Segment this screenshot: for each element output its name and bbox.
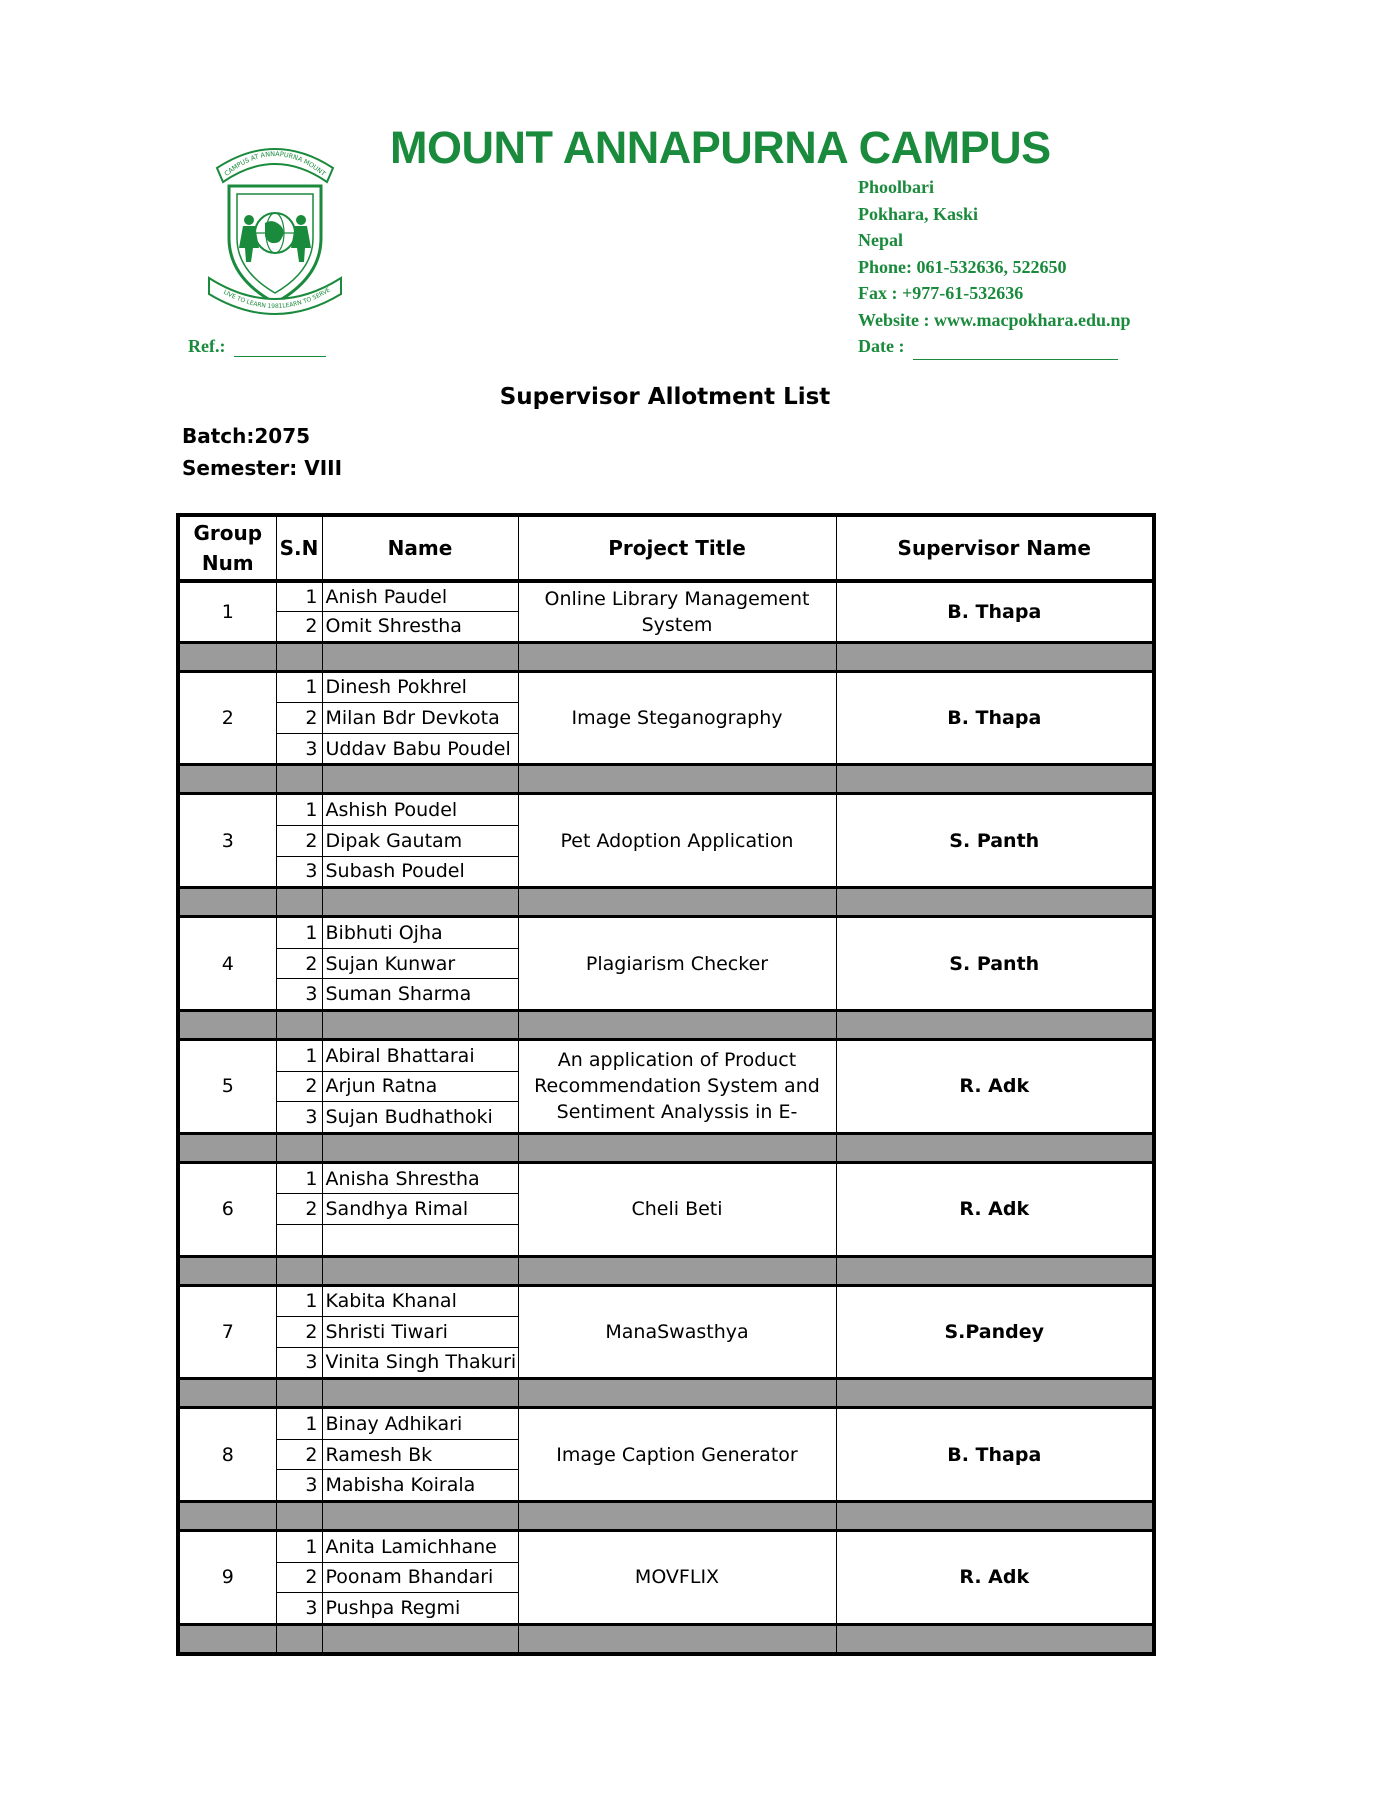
group-number: 3 [178,794,276,888]
separator-cell [322,1256,518,1285]
supervisor-name: R. Adk [836,1039,1154,1133]
separator-cell [178,642,276,671]
separator-cell [518,1010,836,1039]
member-name: Abiral Bhattarai [322,1039,518,1071]
member-sn: 1 [276,581,322,612]
address-line: Phoolbari [858,177,935,197]
member-name: Kabita Khanal [322,1285,518,1317]
table-header-row [178,515,1154,581]
separator-cell [276,1010,322,1039]
separator-cell [178,888,276,917]
separator-cell [836,765,1154,794]
member-sn: 1 [276,1039,322,1071]
document-title: Supervisor Allotment List [499,384,831,410]
member-name: Uddav Babu Poudel [322,733,518,765]
group-number: 5 [178,1039,276,1133]
separator-cell [178,1133,276,1162]
member-name: Shristi Tiwari [322,1317,518,1348]
member-name: Binay Adhikari [322,1408,518,1440]
semester-label: Semester: VIII [182,456,343,480]
separator-cell [178,1379,276,1408]
supervisor-name: S. Panth [836,794,1154,888]
separator-cell [836,642,1154,671]
separator-cell [322,888,518,917]
separator-cell [322,1379,518,1408]
member-name: Ramesh Bk [322,1439,518,1470]
separator-cell [178,1010,276,1039]
separator-cell [518,1133,836,1162]
separator-cell [518,1379,836,1408]
group-separator [178,1010,1154,1039]
member-name: Dipak Gautam [322,825,518,856]
member-sn: 2 [276,1562,322,1593]
member-sn: 1 [276,1531,322,1563]
separator-cell [518,765,836,794]
separator-cell [836,1624,1154,1654]
separator-cell [322,1502,518,1531]
ref-label: Ref.: [188,336,226,356]
campus-name: MOUNT ANNAPURNA CAMPUS [390,122,1051,173]
address-line: Nepal [858,230,903,250]
svg-text:1981: 1981 [267,302,283,311]
svg-text:LIVE TO LEARN: LIVE TO LEARN [222,288,267,310]
member-sn: 2 [276,1071,322,1102]
separator-cell [322,1624,518,1654]
group-number: 6 [178,1162,276,1256]
table-row [178,1285,1154,1317]
member-name: Anita Lamichhane [322,1531,518,1563]
member-sn: 2 [276,825,322,856]
member-sn: 3 [276,1470,322,1502]
member-sn: 2 [276,948,322,979]
member-sn: 1 [276,1285,322,1317]
supervisor-name: B. Thapa [836,1408,1154,1502]
separator-cell [322,1010,518,1039]
separator-cell [322,1133,518,1162]
table-row [178,1039,1154,1071]
member-name: Suman Sharma [322,979,518,1011]
col-supervisor: Supervisor Name [836,515,1154,581]
campus-address [858,174,1131,360]
supervisor-name: B. Thapa [836,671,1154,765]
member-sn: 3 [276,1102,322,1134]
group-number: 9 [178,1531,276,1625]
member-sn: 2 [276,1317,322,1348]
member-name: Vinita Singh Thakuri [322,1347,518,1379]
separator-cell [276,1256,322,1285]
separator-cell [836,888,1154,917]
member-name: Anisha Shrestha [322,1162,518,1194]
batch-info [182,420,342,484]
separator-cell [836,1379,1154,1408]
table-row [178,917,1154,949]
ref-blank [234,340,326,357]
member-name: Milan Bdr Devkota [322,703,518,734]
date-line [858,333,1131,360]
separator-cell [276,888,322,917]
separator-cell [178,765,276,794]
separator-cell [322,765,518,794]
svg-text:LEARN TO SERVE: LEARN TO SERVE [282,286,332,310]
separator-cell [276,642,322,671]
ref-line [188,336,326,357]
separator-cell [276,765,322,794]
project-title: ManaSwasthya [518,1285,836,1379]
col-sn: S.N [276,515,322,581]
member-name: Poonam Bhandari [322,1562,518,1593]
address-line: Pokhara, Kaski [858,203,979,224]
member-sn: 2 [276,1194,322,1225]
website-line: Website : www.macpokhara.edu.np [858,309,1131,330]
separator-cell [276,1624,322,1654]
group-separator [178,1256,1154,1285]
separator-cell [276,1379,322,1408]
member-name: Sandhya Rimal [322,1194,518,1225]
separator-cell [836,1502,1154,1531]
member-sn: 2 [276,703,322,734]
project-title: Image Steganography [518,671,836,765]
col-group-num: Group Num [178,515,276,581]
member-name: Arjun Ratna [322,1071,518,1102]
table-row [178,794,1154,826]
date-label: Date : [858,336,905,356]
date-blank [913,343,1118,360]
group-separator [178,1379,1154,1408]
group-separator [178,888,1154,917]
group-separator [178,642,1154,671]
member-sn: 3 [276,1593,322,1625]
group-number: 2 [178,671,276,765]
member-sn: 1 [276,794,322,826]
group-number: 8 [178,1408,276,1502]
member-sn: 2 [276,1439,322,1470]
member-sn: 3 [276,856,322,888]
member-name: Dinesh Pokhrel [322,671,518,703]
campus-logo [205,138,345,318]
separator-cell [518,1502,836,1531]
separator-cell [322,642,518,671]
member-sn [276,1224,322,1256]
member-sn: 3 [276,979,322,1011]
supervisor-name: R. Adk [836,1162,1154,1256]
group-number: 1 [178,581,276,642]
batch-label: Batch:2075 [182,424,311,448]
separator-cell [178,1502,276,1531]
member-name: Ashish Poudel [322,794,518,826]
project-title: MOVFLIX [518,1531,836,1625]
phone-line: Phone: 061-532636, 522650 [858,256,1067,277]
table-row [178,1531,1154,1563]
group-separator [178,1133,1154,1162]
project-title: Online Library Management System [518,581,836,642]
col-project-title: Project Title [518,515,836,581]
member-sn: 3 [276,1347,322,1379]
member-sn: 1 [276,671,322,703]
separator-cell [276,1502,322,1531]
separator-cell [518,1256,836,1285]
member-name: Subash Poudel [322,856,518,888]
member-name: Bibhuti Ojha [322,917,518,949]
separator-cell [178,1624,276,1654]
project-title: Image Caption Generator [518,1408,836,1502]
member-sn: 1 [276,1408,322,1440]
fax-line: Fax : +977-61-532636 [858,283,1024,303]
supervisor-name: S. Panth [836,917,1154,1011]
project-title: Plagiarism Checker [518,917,836,1011]
member-name: Omit Shrestha [322,612,518,642]
svg-text:CAMPUS AT ANNAPURNA MOUNT: CAMPUS AT ANNAPURNA MOUNT [222,149,328,178]
separator-cell [518,888,836,917]
member-name: Sujan Kunwar [322,948,518,979]
supervisor-name: S.Pandey [836,1285,1154,1379]
separator-cell [836,1010,1154,1039]
member-sn: 2 [276,612,322,642]
member-name: Anish Paudel [322,581,518,612]
member-name: Mabisha Koirala [322,1470,518,1502]
separator-cell [276,1133,322,1162]
group-number: 4 [178,917,276,1011]
member-sn: 3 [276,733,322,765]
group-separator [178,765,1154,794]
separator-cell [518,1624,836,1654]
table-row [178,581,1154,612]
separator-cell [518,642,836,671]
separator-cell [178,1256,276,1285]
group-number: 7 [178,1285,276,1379]
separator-cell [836,1133,1154,1162]
separator-cell [836,1256,1154,1285]
supervisor-name: R. Adk [836,1531,1154,1625]
allotment-table [176,513,1156,1656]
table-row [178,671,1154,703]
table-row [178,1162,1154,1194]
supervisor-name: B. Thapa [836,581,1154,642]
member-sn: 1 [276,1162,322,1194]
group-separator [178,1502,1154,1531]
table-row [178,1408,1154,1440]
member-sn: 1 [276,917,322,949]
project-title: Pet Adoption Application [518,794,836,888]
member-name [322,1224,518,1256]
project-title: An application of Product Recommendation System and Sentiment Analyssis in E- [518,1039,836,1133]
member-name: Pushpa Regmi [322,1593,518,1625]
col-name: Name [322,515,518,581]
group-separator [178,1624,1154,1654]
member-name: Sujan Budhathoki [322,1102,518,1134]
project-title: Cheli Beti [518,1162,836,1256]
